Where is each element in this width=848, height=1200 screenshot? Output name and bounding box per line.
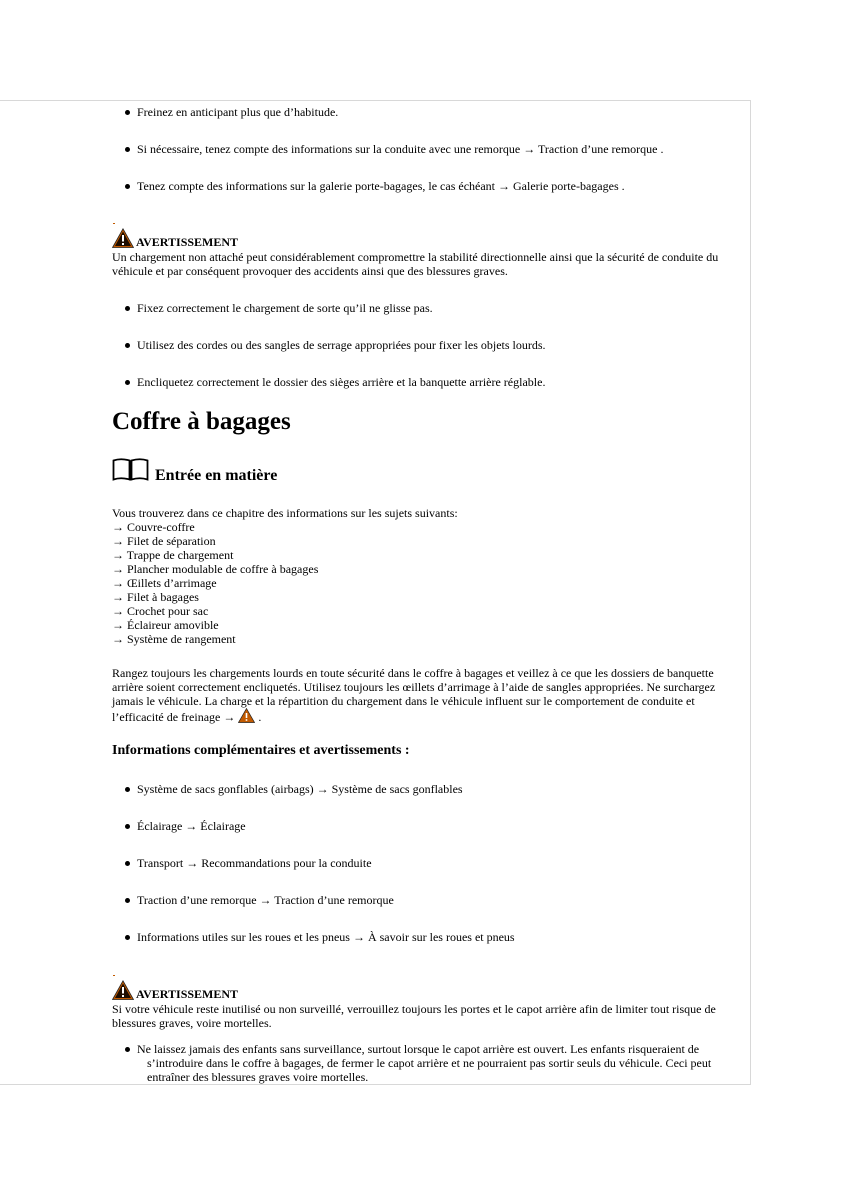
warning-marker: [113, 223, 115, 224]
list-item-text: Si nécessaire, tenez compte des informations sur la conduite avec une remorque → Traction d’une remorque .: [137, 142, 664, 156]
body-text: Rangez toujours les chargements lourds en toute sécurité dans le coffre à bagages et veillez à ce que les dossiers de banquette arrière soient correctement encliquetés. Utilisez toujours les œillets d’arrimage à l’aide de sangles appropriées. Ne surchargez jamais le véhicule. La charge et la répartition du chargement dans le véhicule influent sur le comportement de conduite et l’efficacité de freinage →: [112, 666, 716, 724]
section-heading: Entrée en matière: [155, 467, 278, 484]
info-heading: Informations complémentaires et avertissements :: [112, 743, 410, 758]
warning-link-icon[interactable]: [238, 708, 255, 723]
list-item: Utilisez des cordes ou des sangles de serrage appropriées pour fixer les objets lourds.: [137, 338, 546, 352]
warning-label: AVERTISSEMENT: [136, 987, 239, 1001]
list-item: Transport → Recommandations pour la conduite: [137, 856, 372, 870]
topic-link[interactable]: → Système de rangement: [112, 632, 236, 646]
list-item: Freinez en anticipant plus que d’habitude.: [137, 105, 339, 119]
list-item: Encliquetez correctement le dossier des sièges arrière et la banquette arrière réglable.: [137, 375, 546, 389]
list-item: [137, 142, 664, 156]
topic-link[interactable]: → Trappe de chargement: [112, 548, 234, 562]
warning-text: Si votre véhicule reste inutilisé ou non surveillé, verrouillez toujours les portes et le capot arrière afin de limiter tout risque de blessures graves, voire mortelles.: [112, 1002, 716, 1030]
book-icon: [112, 457, 149, 482]
warning-marker: [113, 975, 115, 976]
warning-icon: [112, 228, 134, 248]
list-item-text-line1: Ne laissez jamais des enfants sans surveillance, surtout lorsque le capot arrière est ouvert. Les enfants risqueraient de: [137, 1042, 700, 1056]
warning-label: AVERTISSEMENT: [136, 235, 239, 249]
topic-link[interactable]: → Filet de séparation: [112, 534, 216, 548]
list-item: Fixez correctement le chargement de sorte qu’il ne glisse pas.: [137, 301, 433, 315]
list-item: [137, 1042, 727, 1084]
topic-link[interactable]: → Œillets d’arrimage: [112, 576, 217, 590]
topic-link[interactable]: → Éclaireur amovible: [112, 618, 219, 632]
intro-text: Vous trouverez dans ce chapitre des informations sur les sujets suivants:: [112, 506, 458, 520]
body-paragraph: [112, 666, 727, 724]
list-item: Informations utiles sur les roues et les pneus → À savoir sur les roues et pneus: [137, 930, 515, 944]
topic-link-list: [112, 520, 318, 646]
topic-link[interactable]: → Couvre-coffre: [112, 520, 195, 534]
list-item: Traction d’une remorque → Traction d’une remorque: [137, 893, 394, 907]
topic-link[interactable]: → Plancher modulable de coffre à bagages: [112, 562, 319, 576]
list-item-text-rest: s’introduire dans le coffre à bagages, de fermer le capot arrière et ne pourraient pas sortir seuls du véhicule. Ceci peut entraîner des blessures graves voire mortelles.: [147, 1056, 712, 1084]
list-item: [137, 179, 625, 193]
list-item: Système de sacs gonflables (airbags) → Système de sacs gonflables: [137, 782, 463, 796]
warning-icon: [112, 980, 134, 1000]
list-item: Éclairage → Éclairage: [137, 819, 246, 833]
topic-link[interactable]: → Filet à bagages: [112, 590, 199, 604]
body-text-end: .: [255, 710, 262, 724]
topic-link[interactable]: → Crochet pour sac: [112, 604, 209, 618]
list-item-text: Tenez compte des informations sur la galerie porte-bagages, le cas échéant → Galerie porte-bagages .: [137, 179, 625, 193]
page-title: Coffre à bagages: [112, 408, 291, 435]
warning-text: Un chargement non attaché peut considérablement compromettre la stabilité directionnelle ainsi que la sécurité de conduite du véhicule et par conséquent provoquer des accidents ainsi que des blessures graves.: [112, 250, 719, 278]
